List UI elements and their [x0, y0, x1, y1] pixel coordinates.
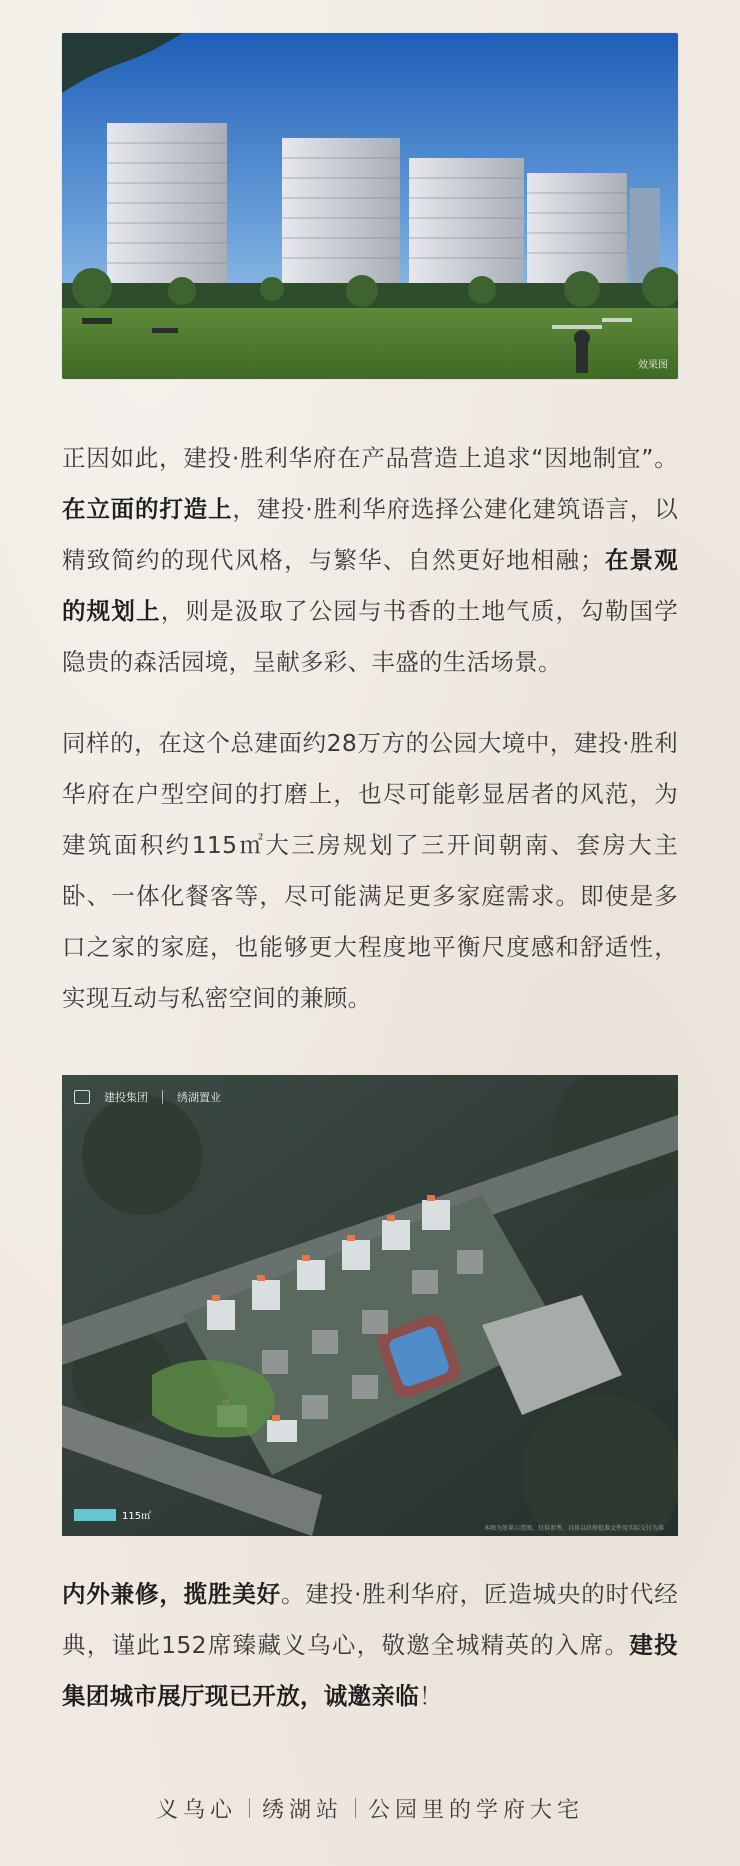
legend-swatch [74, 1509, 116, 1521]
building-rendering-image [62, 33, 678, 379]
paragraph-text: ！ [419, 1682, 443, 1710]
paragraph-text: ，建投·胜利华府选择公建化建筑语言，以精致简约的现代风格，与繁华、自然更好地相融； [62, 495, 678, 574]
paragraph-text: 正因如此，建投·胜利华府在产品营造上追求“因地制宜”。 [62, 444, 678, 472]
logo-divider [162, 1090, 163, 1104]
paragraph-floor-plan [62, 718, 678, 1024]
bold-phrase: 在立面的打造上 [62, 495, 233, 523]
image-caption: 效果图 [638, 360, 668, 371]
footer-item-xiuhuzhan: 绣湖站 [261, 1797, 343, 1823]
legend-label: 115㎡ [122, 1511, 152, 1522]
footer-item-xuefudazhai: 公园里的学府大宅 [368, 1797, 585, 1823]
bold-phrase: 建投集团城市展厅现已开放，诚邀亲临 [62, 1631, 678, 1710]
footer-divider [355, 1798, 356, 1818]
footer-divider [249, 1798, 250, 1818]
brand-name-xiuhu: 绣湖置业 [177, 1091, 221, 1104]
image-disclaimer: 本图为效果示意图，仅供参考，具体以政府批准文件及实际交付为准 [483, 1525, 664, 1532]
area-legend [74, 1507, 151, 1522]
footer-slogan [0, 1788, 740, 1828]
paragraph-facade-landscape [62, 433, 678, 688]
aerial-view-image [62, 1075, 678, 1536]
footer-item-yiwuxin: 义乌心 [155, 1797, 237, 1823]
paragraph-text: 。建投·胜利华府，匠造城央的时代经典，谨此152席臻藏义乌心，敬邀全城精英的入席。 [62, 1580, 678, 1659]
bold-phrase: 在景观的规划上 [62, 546, 678, 625]
paragraph-invitation [62, 1569, 678, 1722]
paragraph-text: ，则是汲取了公园与书香的土地气质，勾勒国学隐贵的森活园境，呈献多彩、丰盛的生活场景。 [62, 597, 678, 676]
bold-phrase: 内外兼修，揽胜美好 [62, 1580, 281, 1608]
brand-name-jiantou: 建投集团 [104, 1091, 148, 1104]
brand-logo-icon [74, 1090, 90, 1104]
paragraph-text: 同样的，在这个总建面约28万方的公园大境中，建投·胜利华府在户型空间的打磨上，也尽可能彰显居者的风范，为建筑面积约115㎡大三房规划了三开间朝南、套房大主卧、一体化餐客等，尽可能满足更多家庭需求。即使是多口之家的家庭，也能够更大程度地平衡尺度感和舒适性，实现互动与私密空间的兼顾。 [62, 729, 678, 1012]
brand-logos [74, 1089, 221, 1105]
